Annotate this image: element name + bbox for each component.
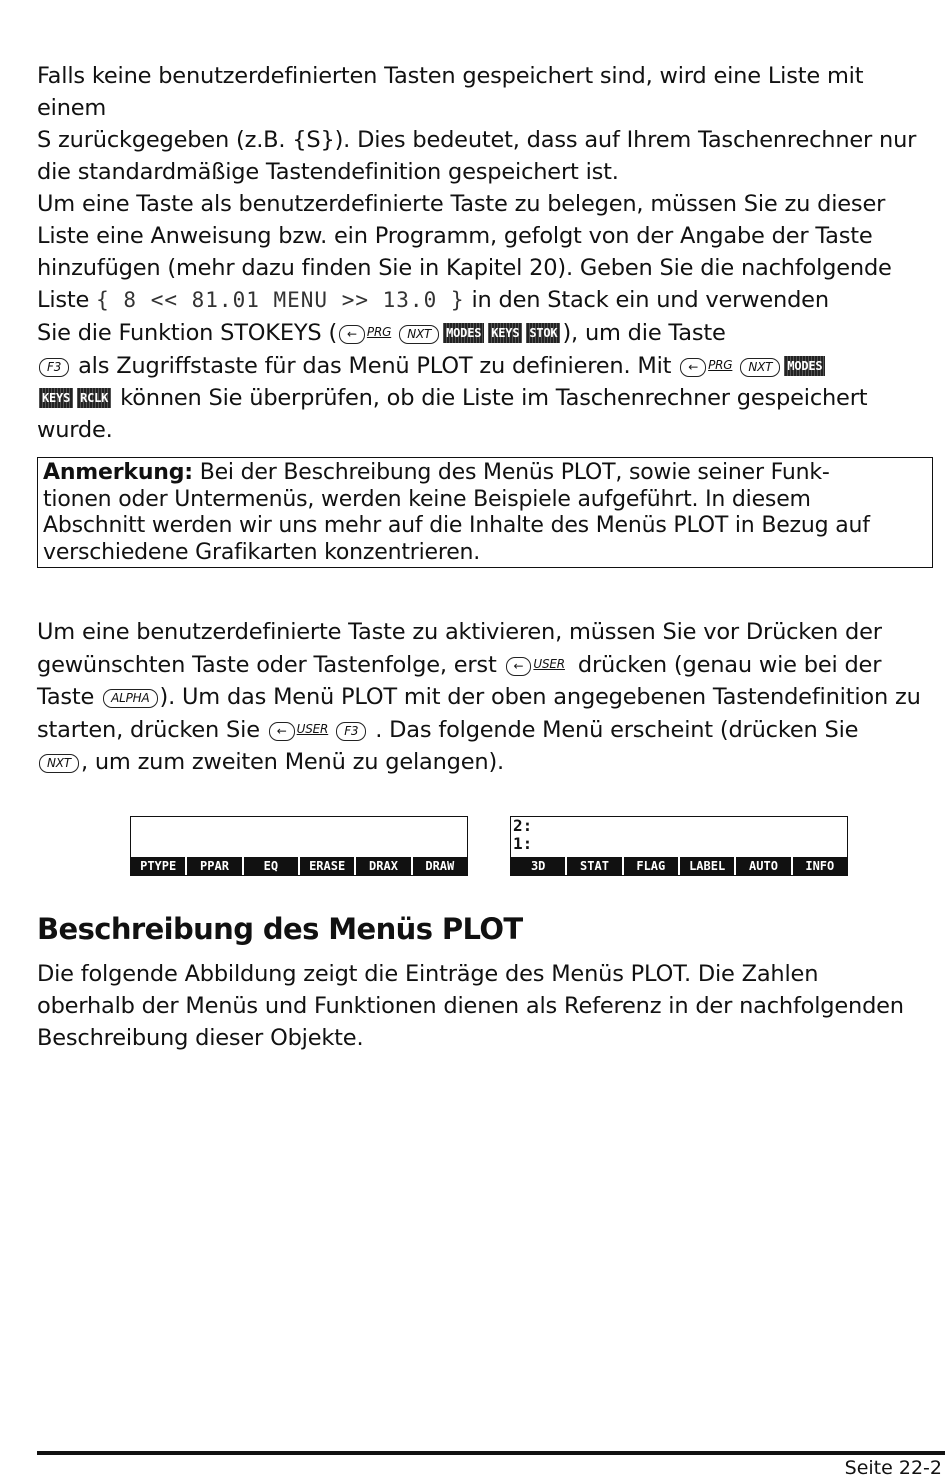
stack-level-1: 1: [513, 834, 533, 853]
text-line: . Das folgende Menü erscheint (drücken Sie [375, 717, 859, 743]
text-line: Die folgende Abbildung zeigt die Einträge des Menüs PLOT. Die Zahlen [37, 961, 819, 987]
text-line: Liste eine Anweisung bzw. ein Programm, gefolgt von der Angabe der Taste [37, 223, 873, 249]
text-line: Um eine benutzerdefinierte Taste zu aktivieren, müssen Sie vor Drücken der [37, 619, 882, 645]
alpha-key-icon: ALPHA [103, 689, 157, 708]
left-shift-key-icon: ← [680, 358, 706, 377]
stok-softkey: STOK [526, 323, 560, 343]
plot-menu-screen-2 [510, 816, 848, 876]
text-line: die standardmäßige Tastendefinition gespeichert ist. [37, 159, 619, 185]
stack-level-2: 2: [513, 816, 533, 835]
text-line: Falls keine benutzerdefinierten Tasten gespeichert sind, wird eine Liste mit einem [37, 63, 864, 121]
text-line: wurde. [37, 417, 113, 443]
keys-softkey: KEYS [39, 388, 73, 408]
plot-menu-screen-1 [130, 816, 468, 876]
text-line: hinzufügen (mehr dazu finden Sie in Kapitel 20). Geben Sie die nachfolgende [37, 255, 892, 281]
user-label: USER [296, 722, 329, 736]
note-label: Anmerkung: [43, 460, 193, 485]
user-label: USER [533, 657, 565, 671]
note-text: verschiedene Grafikarten konzentrieren. [43, 539, 481, 565]
text-line: ), um die Taste [562, 320, 726, 346]
activation-paragraph [37, 616, 942, 778]
footer-divider [37, 1451, 945, 1455]
text-line: gewünschten Taste oder Tastenfolge, erst [37, 652, 497, 678]
softkey-menu [511, 857, 847, 875]
text-line: S zurückgegeben (z.B. {S}). Dies bedeutet, dass auf Ihrem Taschenrechner nur [37, 127, 917, 153]
softkey-label: STAT [567, 857, 621, 875]
text-line: starten, drücken Sie [37, 717, 260, 743]
f3-key-icon: F3 [336, 722, 366, 741]
text-line: Liste [37, 287, 90, 313]
modes-softkey: MODES [784, 356, 825, 376]
nxt-key-icon: NXT [740, 358, 780, 377]
text-line: , um zum zweiten Menü zu gelangen). [80, 749, 504, 775]
text-line: können Sie überprüfen, ob die Liste im Taschenrechner gespeichert [120, 385, 868, 411]
left-shift-key-icon: ← [269, 722, 295, 741]
modes-softkey: MODES [443, 323, 484, 343]
softkey-label: DRAX [356, 857, 410, 875]
text-line: Sie die Funktion STOKEYS ( [37, 320, 338, 346]
softkey-label: INFO [793, 857, 847, 875]
softkey-label: EQ [244, 857, 298, 875]
calculator-screens [0, 816, 950, 878]
softkey-label: PPAR [187, 857, 241, 875]
prg-label: PRG [708, 358, 733, 372]
softkey-label: 3D [511, 857, 565, 875]
softkey-label: AUTO [736, 857, 790, 875]
text-line: Taste [37, 684, 95, 710]
text-line: ). Um das Menü PLOT mit der oben angegebenen Tastendefinition zu [159, 684, 921, 710]
softkey-label: DRAW [413, 857, 467, 875]
text-line: in den Stack ein und verwenden [471, 287, 829, 313]
keys-softkey: KEYS [488, 323, 522, 343]
text-line: drücken (genau wie bei der [577, 652, 882, 678]
description-paragraph [37, 958, 942, 1054]
softkey-menu [131, 857, 467, 875]
code-list: { 8 << 81.01 MENU >> 13.0 } [96, 288, 465, 312]
prg-label: PRG [366, 325, 392, 339]
left-shift-key-icon: ← [339, 325, 365, 344]
softkey-label: PTYPE [131, 857, 185, 875]
softkey-label: FLAG [624, 857, 678, 875]
note-text: Bei der Beschreibung des Menüs PLOT, sowie seiner Funk- [199, 460, 830, 485]
page-number: Seite 22-2 [844, 1457, 942, 1479]
text-line: Um eine Taste als benutzerdefinierte Taste zu belegen, müssen Sie zu dieser [37, 191, 886, 217]
left-shift-key-icon: ← [506, 657, 532, 676]
note-text: tionen oder Untermenüs, werden keine Beispiele aufgeführt. In diesem [43, 486, 811, 512]
text-line: oberhalb der Menüs und Funktionen dienen als Referenz in der nachfolgenden [37, 993, 904, 1019]
nxt-key-icon: NXT [39, 754, 79, 773]
note-text: Abschnitt werden wir uns mehr auf die Inhalte des Menüs PLOT in Bezug auf [43, 513, 870, 538]
section-heading: Beschreibung des Menüs PLOT [37, 912, 523, 946]
text-line: Beschreibung dieser Objekte. [37, 1025, 364, 1051]
text-line: als Zugriffstaste für das Menü PLOT zu definieren. Mit [78, 353, 672, 379]
note-box [37, 457, 933, 568]
f3-key-icon: F3 [39, 358, 69, 377]
softkey-label: LABEL [680, 857, 734, 875]
nxt-key-icon: NXT [399, 325, 439, 344]
rclk-softkey: RCLK [77, 388, 111, 408]
softkey-label: ERASE [300, 857, 354, 875]
intro-paragraph [37, 60, 937, 446]
